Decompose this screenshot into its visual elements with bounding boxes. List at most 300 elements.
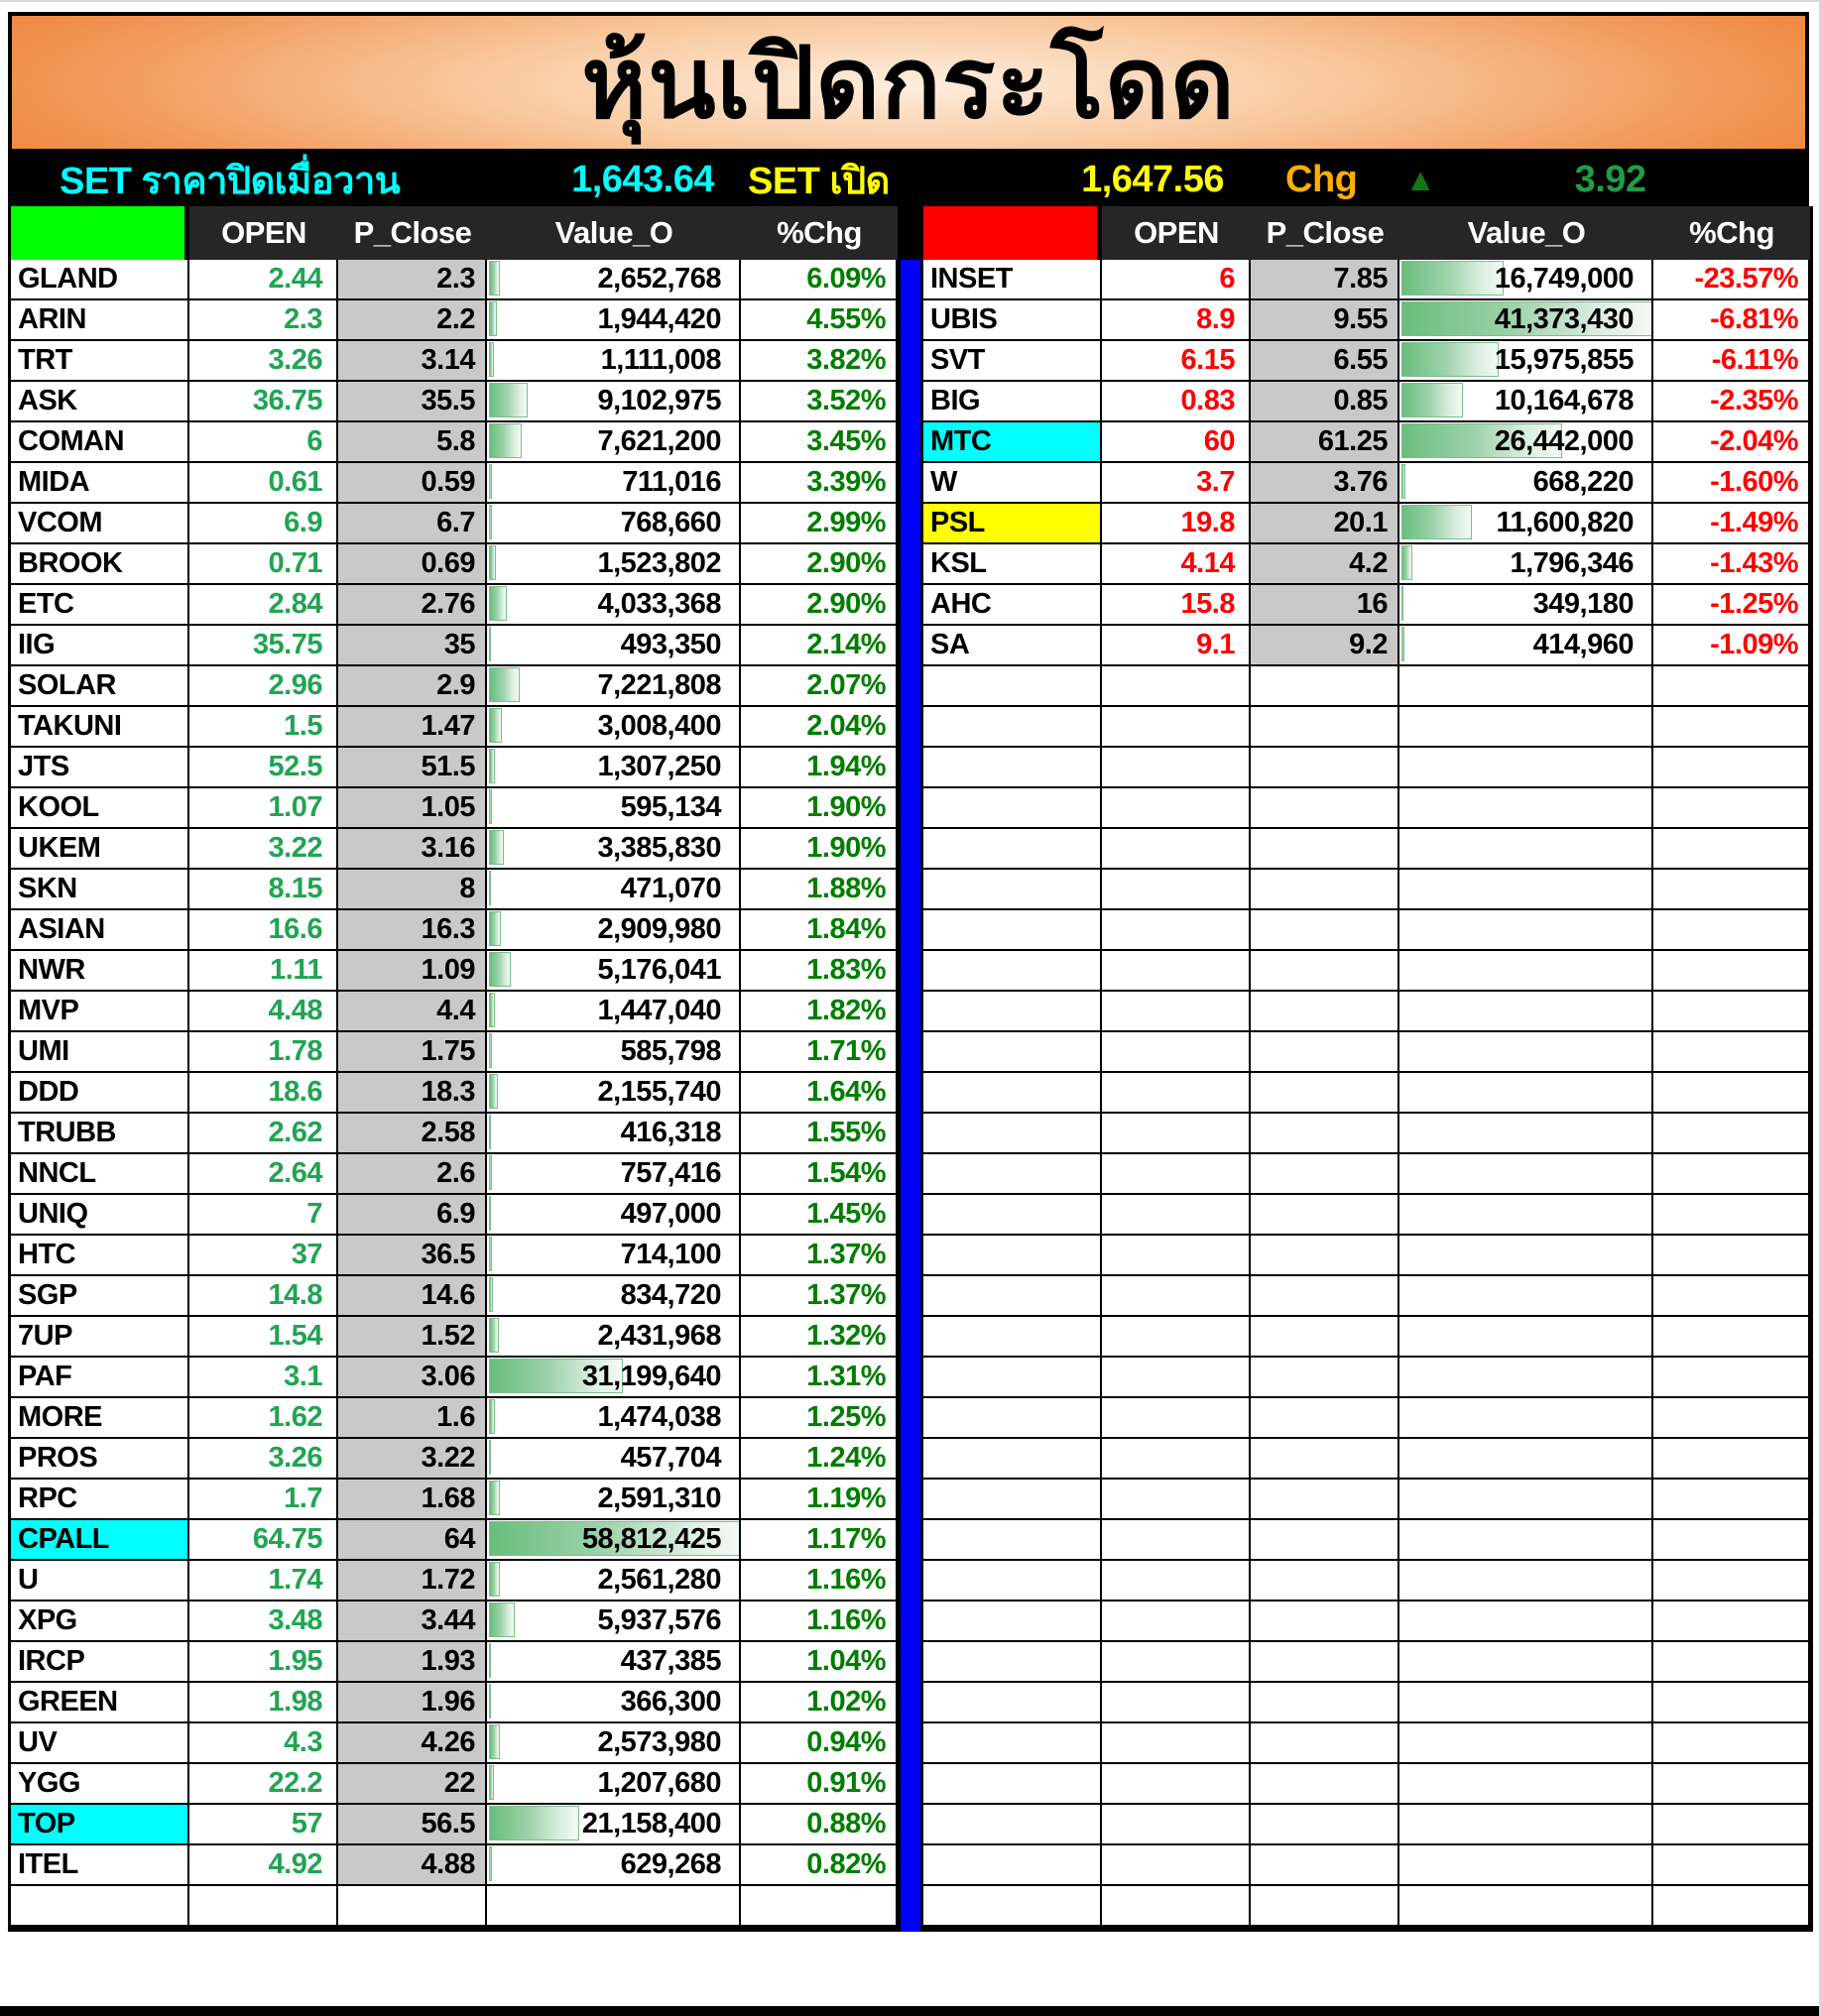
pct-change-cell: 1.82% <box>741 992 898 1032</box>
prev-close-cell: 0.69 <box>338 544 487 585</box>
open-cell: 1.7 <box>189 1480 338 1520</box>
ticker-cell <box>923 1886 1102 1927</box>
pct-change-cell <box>1653 1317 1810 1358</box>
pct-change-cell: 0.91% <box>741 1764 898 1805</box>
pct-change-cell: 1.37% <box>741 1236 898 1276</box>
set-prev-close-label: SET ราคาปิดเมื่อวาน <box>60 160 401 202</box>
value-data-bar <box>489 383 528 417</box>
pct-change-cell: 1.54% <box>741 1154 898 1195</box>
table-row <box>923 1317 1810 1358</box>
ticker-cell: KSL <box>923 544 1102 585</box>
value-data-bar <box>489 1033 492 1068</box>
prev-close-cell: 1.68 <box>338 1480 487 1520</box>
prev-close-cell <box>1251 1398 1399 1439</box>
value-data-bar <box>489 1399 495 1434</box>
ticker-cell: SVT <box>923 341 1102 382</box>
value-cell: 595,134 <box>487 788 741 829</box>
table-row <box>923 992 1810 1032</box>
value-cell: 437,385 <box>487 1642 741 1683</box>
prev-close-cell <box>1251 1845 1399 1886</box>
open-cell <box>1102 1723 1251 1764</box>
table-row <box>11 666 898 707</box>
pct-change-cell: 1.25% <box>741 1398 898 1439</box>
table-row <box>923 1723 1810 1764</box>
ticker-cell <box>923 1683 1102 1723</box>
prev-close-cell: 20.1 <box>1251 504 1399 544</box>
open-cell <box>1102 1195 1251 1236</box>
prev-close-cell <box>1251 1764 1399 1805</box>
table-row <box>11 1805 898 1845</box>
open-cell <box>1102 870 1251 910</box>
pct-change-cell: -1.49% <box>1653 504 1810 544</box>
pct-change-cell: -2.04% <box>1653 422 1810 463</box>
value-data-bar <box>489 708 502 743</box>
pct-change-cell <box>1653 1805 1810 1845</box>
open-cell: 64.75 <box>189 1520 338 1561</box>
value-cell <box>1399 666 1653 707</box>
ticker-cell: UBIS <box>923 300 1102 341</box>
table-row <box>11 829 898 870</box>
ticker-cell: SOLAR <box>11 666 189 707</box>
pct-change-cell: 2.90% <box>741 544 898 585</box>
ticker-cell: XPG <box>11 1601 189 1642</box>
value-data-bar <box>1401 505 1472 539</box>
open-cell: 2.84 <box>189 585 338 626</box>
ticker-cell: U <box>11 1561 189 1601</box>
value-data-bar <box>489 993 495 1027</box>
table-row <box>923 422 1810 463</box>
value-data-bar <box>489 1237 492 1271</box>
prev-close-cell: 4.2 <box>1251 544 1399 585</box>
open-cell <box>1102 1845 1251 1886</box>
open-cell: 3.26 <box>189 341 338 382</box>
prev-close-cell <box>1251 1642 1399 1683</box>
value-cell: 5,937,576 <box>487 1601 741 1642</box>
table-row <box>11 951 898 992</box>
prev-close-cell <box>1251 1886 1399 1927</box>
value-cell: 3,008,400 <box>487 707 741 748</box>
table-row <box>923 788 1810 829</box>
table-row <box>923 1276 1810 1317</box>
open-cell: 1.11 <box>189 951 338 992</box>
prev-close-cell: 1.72 <box>338 1561 487 1601</box>
ticker-cell: GLAND <box>11 260 189 300</box>
value-cell: 457,704 <box>487 1439 741 1480</box>
prev-close-cell <box>1251 1561 1399 1601</box>
prev-close-cell <box>1251 1317 1399 1358</box>
set-prev-close-value: 1,643.64 <box>571 158 714 200</box>
prev-close-cell: 2.58 <box>338 1114 487 1154</box>
open-cell <box>1102 910 1251 951</box>
prev-close-cell <box>1251 1520 1399 1561</box>
pct-change-cell: 1.71% <box>741 1032 898 1073</box>
prev-close-cell: 22 <box>338 1764 487 1805</box>
table-row <box>11 1439 898 1480</box>
table-row <box>11 1886 898 1927</box>
value-cell: 497,000 <box>487 1195 741 1236</box>
losers-corner-cell <box>923 206 1102 260</box>
prev-close-cell: 2.9 <box>338 666 487 707</box>
table-row <box>11 788 898 829</box>
pct-change-cell: 1.17% <box>741 1520 898 1561</box>
ticker-cell <box>923 1154 1102 1195</box>
open-cell: 0.71 <box>189 544 338 585</box>
value-cell: 2,591,310 <box>487 1480 741 1520</box>
pct-change-cell <box>1653 1195 1810 1236</box>
ticker-cell <box>923 1032 1102 1073</box>
ticker-cell <box>923 910 1102 951</box>
prev-close-cell <box>1251 788 1399 829</box>
ticker-cell: GREEN <box>11 1683 189 1723</box>
gainers-header-row <box>11 206 898 260</box>
open-cell <box>1102 707 1251 748</box>
value-cell: 414,960 <box>1399 626 1653 666</box>
pct-change-cell <box>1653 1439 1810 1480</box>
open-cell: 1.07 <box>189 788 338 829</box>
pct-change-cell <box>1653 1114 1810 1154</box>
value-data-bar <box>489 749 495 783</box>
gainers-corner-cell <box>11 206 189 260</box>
open-cell <box>1102 1073 1251 1114</box>
value-data-bar <box>489 1440 491 1475</box>
table-row <box>923 1114 1810 1154</box>
table-row <box>11 422 898 463</box>
table-row <box>11 1276 898 1317</box>
ticker-cell: ARIN <box>11 300 189 341</box>
pct-change-cell: 1.37% <box>741 1276 898 1317</box>
open-cell: 52.5 <box>189 748 338 788</box>
ticker-cell <box>923 829 1102 870</box>
prev-close-cell: 1.75 <box>338 1032 487 1073</box>
table-row <box>11 1073 898 1114</box>
prev-close-cell: 3.22 <box>338 1439 487 1480</box>
prev-close-cell: 9.55 <box>1251 300 1399 341</box>
table-row <box>11 1032 898 1073</box>
open-cell <box>1102 1805 1251 1845</box>
open-cell: 2.3 <box>189 300 338 341</box>
pct-change-cell <box>1653 1886 1810 1927</box>
table-row <box>923 707 1810 748</box>
open-cell <box>1102 1317 1251 1358</box>
prev-close-cell: 9.2 <box>1251 626 1399 666</box>
ticker-cell <box>923 1317 1102 1358</box>
prev-close-cell: 1.47 <box>338 707 487 748</box>
value-cell: 711,016 <box>487 463 741 504</box>
prev-close-cell: 1.52 <box>338 1317 487 1358</box>
losers-table <box>920 206 1813 1932</box>
open-cell: 6 <box>189 422 338 463</box>
prev-close-cell <box>1251 829 1399 870</box>
prev-close-cell <box>1251 1601 1399 1642</box>
pct-change-cell <box>1653 951 1810 992</box>
value-data-bar <box>489 1765 494 1800</box>
pct-change-cell <box>1653 1480 1810 1520</box>
value-data-bar <box>489 952 511 987</box>
ticker-cell <box>923 1358 1102 1398</box>
ticker-cell <box>923 788 1102 829</box>
pct-change-cell: 2.90% <box>741 585 898 626</box>
table-row <box>11 585 898 626</box>
value-data-bar <box>489 1684 491 1719</box>
pct-change-cell <box>1653 1683 1810 1723</box>
value-cell <box>1399 1723 1653 1764</box>
pct-change-cell: 2.04% <box>741 707 898 748</box>
value-cell: 714,100 <box>487 1236 741 1276</box>
open-cell: 60 <box>1102 422 1251 463</box>
open-cell: 18.6 <box>189 1073 338 1114</box>
open-cell: 4.14 <box>1102 544 1251 585</box>
ticker-cell: INSET <box>923 260 1102 300</box>
ticker-cell <box>923 1642 1102 1683</box>
open-cell <box>1102 788 1251 829</box>
value-cell: 2,155,740 <box>487 1073 741 1114</box>
value-cell <box>1399 992 1653 1032</box>
value-cell <box>1399 1886 1653 1927</box>
table-row <box>923 1398 1810 1439</box>
ticker-cell <box>923 1764 1102 1805</box>
table-row <box>11 544 898 585</box>
pct-change-cell: 4.55% <box>741 300 898 341</box>
ticker-cell: MIDA <box>11 463 189 504</box>
ticker-cell <box>923 1073 1102 1114</box>
prev-close-cell <box>1251 1276 1399 1317</box>
table-row <box>11 463 898 504</box>
column-header-open: OPEN <box>189 206 338 260</box>
pct-change-cell: -2.35% <box>1653 382 1810 422</box>
value-cell <box>1399 707 1653 748</box>
pct-change-cell <box>1653 1398 1810 1439</box>
table-row <box>11 748 898 788</box>
table-row <box>11 260 898 300</box>
prev-close-cell: 3.06 <box>338 1358 487 1398</box>
pct-change-cell <box>1653 1601 1810 1642</box>
value-cell: 58,812,425 <box>487 1520 741 1561</box>
table-row <box>923 951 1810 992</box>
set-open-label: SET เปิด <box>748 160 890 202</box>
table-row <box>923 1073 1810 1114</box>
ticker-cell: MVP <box>11 992 189 1032</box>
table-row <box>923 1601 1810 1642</box>
open-cell: 15.8 <box>1102 585 1251 626</box>
value-cell: 416,318 <box>487 1114 741 1154</box>
ticker-cell <box>923 748 1102 788</box>
table-row <box>923 1845 1810 1886</box>
open-cell: 1.78 <box>189 1032 338 1073</box>
value-cell: 11,600,820 <box>1399 504 1653 544</box>
table-row <box>11 1398 898 1439</box>
value-cell: 471,070 <box>487 870 741 910</box>
value-data-bar <box>1401 586 1403 621</box>
prev-close-cell: 4.88 <box>338 1845 487 1886</box>
open-cell: 1.74 <box>189 1561 338 1601</box>
pct-change-cell <box>1653 1032 1810 1073</box>
table-row <box>11 707 898 748</box>
value-cell: 757,416 <box>487 1154 741 1195</box>
open-cell: 19.8 <box>1102 504 1251 544</box>
value-cell <box>1399 1601 1653 1642</box>
table-row <box>923 829 1810 870</box>
ticker-cell: ASIAN <box>11 910 189 951</box>
open-cell: 1.95 <box>189 1642 338 1683</box>
pct-change-cell <box>1653 1845 1810 1886</box>
pct-change-cell <box>741 1886 898 1927</box>
open-cell: 2.44 <box>189 260 338 300</box>
ticker-cell <box>923 1236 1102 1276</box>
ticker-cell: UV <box>11 1723 189 1764</box>
value-cell: 5,176,041 <box>487 951 741 992</box>
table-row <box>923 300 1810 341</box>
ticker-cell: HTC <box>11 1236 189 1276</box>
ticker-cell: BROOK <box>11 544 189 585</box>
value-data-bar <box>1401 383 1463 417</box>
pct-change-cell: 1.88% <box>741 870 898 910</box>
pct-change-cell: 1.02% <box>741 1683 898 1723</box>
value-cell: 1,523,802 <box>487 544 741 585</box>
prev-close-cell: 35 <box>338 626 487 666</box>
value-cell <box>1399 1276 1653 1317</box>
prev-close-cell: 3.76 <box>1251 463 1399 504</box>
ticker-cell <box>923 1195 1102 1236</box>
open-cell <box>1102 1561 1251 1601</box>
value-data-bar <box>489 261 500 296</box>
value-cell <box>487 1886 741 1927</box>
pct-change-cell: -6.81% <box>1653 300 1810 341</box>
open-cell: 8.9 <box>1102 300 1251 341</box>
value-data-bar <box>1401 627 1404 661</box>
open-cell <box>1102 1480 1251 1520</box>
pct-change-cell: 0.94% <box>741 1723 898 1764</box>
open-cell: 57 <box>189 1805 338 1845</box>
set-change-value: 3.92 <box>1574 158 1646 200</box>
table-row <box>923 463 1810 504</box>
value-cell: 7,221,808 <box>487 666 741 707</box>
pct-change-cell: -1.43% <box>1653 544 1810 585</box>
ticker-cell: IIG <box>11 626 189 666</box>
prev-close-cell <box>1251 1723 1399 1764</box>
open-cell: 1.62 <box>189 1398 338 1439</box>
value-data-bar <box>1401 261 1504 296</box>
value-cell: 493,350 <box>487 626 741 666</box>
open-cell <box>1102 1154 1251 1195</box>
pct-change-cell: 1.24% <box>741 1439 898 1480</box>
value-data-bar <box>489 586 507 621</box>
prev-close-cell <box>1251 1805 1399 1845</box>
ticker-cell: TAKUNI <box>11 707 189 748</box>
open-cell: 37 <box>189 1236 338 1276</box>
ticker-cell: NWR <box>11 951 189 992</box>
ticker-cell: UKEM <box>11 829 189 870</box>
ticker-cell: ETC <box>11 585 189 626</box>
ticker-cell: SKN <box>11 870 189 910</box>
open-cell <box>1102 1236 1251 1276</box>
prev-close-cell <box>1251 1154 1399 1195</box>
table-row <box>923 1764 1810 1805</box>
pct-change-cell: 1.94% <box>741 748 898 788</box>
table-row <box>923 1805 1810 1845</box>
table-row <box>923 544 1810 585</box>
value-data-bar <box>489 545 496 580</box>
prev-close-cell <box>338 1886 487 1927</box>
open-cell <box>1102 992 1251 1032</box>
prev-close-cell: 2.3 <box>338 260 487 300</box>
value-cell: 629,268 <box>487 1845 741 1886</box>
prev-close-cell: 3.16 <box>338 829 487 870</box>
prev-close-cell <box>1251 1073 1399 1114</box>
table-row <box>11 1358 898 1398</box>
column-header-open: OPEN <box>1102 206 1251 260</box>
value-data-bar <box>489 667 520 702</box>
pct-change-cell: 0.82% <box>741 1845 898 1886</box>
table-row <box>11 870 898 910</box>
value-cell: 2,652,768 <box>487 260 741 300</box>
value-data-bar <box>489 1196 491 1231</box>
ticker-cell: TRUBB <box>11 1114 189 1154</box>
value-cell: 9,102,975 <box>487 382 741 422</box>
table-row <box>923 382 1810 422</box>
value-cell: 1,307,250 <box>487 748 741 788</box>
divider-header-segment <box>901 206 920 260</box>
pct-change-cell <box>1653 829 1810 870</box>
table-row <box>11 626 898 666</box>
ticker-cell <box>923 1845 1102 1886</box>
ticker-cell <box>923 1805 1102 1845</box>
value-data-bar <box>489 342 494 377</box>
open-cell <box>1102 829 1251 870</box>
value-cell <box>1399 748 1653 788</box>
value-cell <box>1399 1561 1653 1601</box>
value-cell: 41,373,430 <box>1399 300 1653 341</box>
ticker-cell <box>923 1520 1102 1561</box>
open-cell: 4.92 <box>189 1845 338 1886</box>
open-cell: 3.48 <box>189 1601 338 1642</box>
open-cell: 4.3 <box>189 1723 338 1764</box>
ticker-cell: TRT <box>11 341 189 382</box>
ticker-cell: DDD <box>11 1073 189 1114</box>
open-cell: 0.83 <box>1102 382 1251 422</box>
pct-change-cell: -1.25% <box>1653 585 1810 626</box>
value-cell <box>1399 1358 1653 1398</box>
pct-change-cell: 2.14% <box>741 626 898 666</box>
set-index-bar <box>8 153 1809 206</box>
ticker-cell <box>923 1480 1102 1520</box>
prev-close-cell: 35.5 <box>338 382 487 422</box>
value-data-bar <box>489 1602 515 1637</box>
page-title: หุ้นเปิดกระโดด <box>581 27 1236 139</box>
table-row <box>923 1358 1810 1398</box>
prev-close-cell: 0.59 <box>338 463 487 504</box>
prev-close-cell: 4.26 <box>338 1723 487 1764</box>
value-data-bar <box>489 1277 493 1312</box>
open-cell <box>1102 1683 1251 1723</box>
open-cell: 14.8 <box>189 1276 338 1317</box>
prev-close-cell <box>1251 1358 1399 1398</box>
table-row <box>923 1561 1810 1601</box>
ticker-cell <box>923 1601 1102 1642</box>
prev-close-cell: 3.44 <box>338 1601 487 1642</box>
value-data-bar <box>489 1155 492 1190</box>
open-cell: 1.98 <box>189 1683 338 1723</box>
table-row <box>11 1764 898 1805</box>
table-row <box>11 504 898 544</box>
pct-change-cell: 1.90% <box>741 829 898 870</box>
ticker-cell: PAF <box>11 1358 189 1398</box>
value-data-bar <box>489 301 497 336</box>
value-cell: 834,720 <box>487 1276 741 1317</box>
value-data-bar <box>489 789 492 824</box>
open-cell: 6.9 <box>189 504 338 544</box>
pct-change-cell: 1.55% <box>741 1114 898 1154</box>
prev-close-cell <box>1251 1236 1399 1276</box>
